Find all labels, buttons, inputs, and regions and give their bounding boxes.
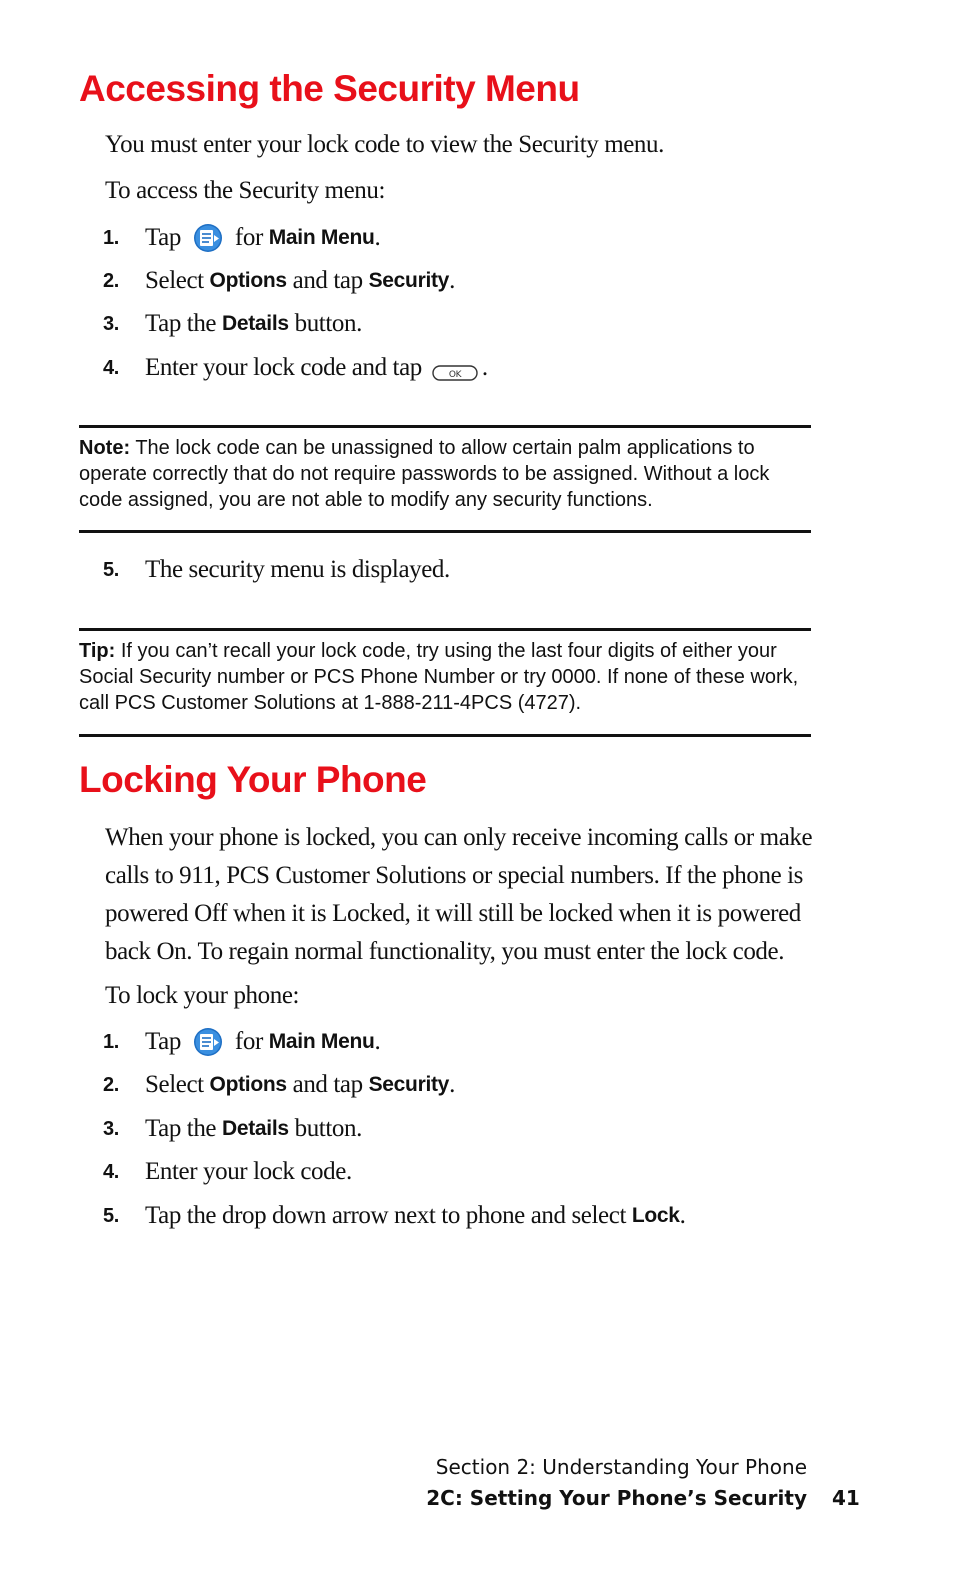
- step-text: and tap: [292, 267, 363, 294]
- step-text: for: [234, 1028, 263, 1055]
- step-punct: .: [449, 1071, 455, 1098]
- step-number: 2.: [103, 1073, 119, 1096]
- step-number: 1.: [103, 226, 119, 249]
- main-menu-icon: [193, 1027, 225, 1057]
- step-punct: .: [374, 1028, 381, 1055]
- step-number: 1.: [103, 1030, 119, 1053]
- divider: [79, 628, 811, 631]
- step-item: [103, 1113, 362, 1145]
- step-text: button.: [294, 310, 362, 337]
- ok-button-icon: [432, 360, 478, 380]
- step-number: 5.: [103, 558, 119, 581]
- intro-text: You must enter your lock code to view the Security menu.: [105, 131, 664, 158]
- note-text: The lock code can be unassigned to allow certain palm applications to operate correctly that do not require passwords to be assigned. Without a lock code assigned, you are not able to modify any security functions.: [79, 437, 770, 511]
- tip-label: Tip:: [79, 640, 116, 662]
- step-text: Tap the: [145, 310, 217, 337]
- step-number: 3.: [103, 312, 119, 335]
- section-heading-locking: Locking Your Phone: [79, 759, 427, 800]
- menu-label: Main Menu: [268, 1030, 375, 1053]
- step-item: [103, 265, 455, 297]
- step-text: The security menu is displayed.: [145, 556, 450, 583]
- section-heading-security: Accessing the Security Menu: [79, 68, 580, 109]
- menu-label: Options: [209, 269, 287, 292]
- step-text: Enter your lock code and tap: [145, 354, 422, 381]
- menu-label: Lock: [631, 1204, 680, 1227]
- step-text: and tap: [292, 1071, 363, 1098]
- divider: [79, 425, 811, 428]
- menu-label: Main Menu: [268, 226, 375, 249]
- step-item: [103, 1200, 686, 1232]
- lead-in-text: To lock your phone:: [105, 982, 300, 1009]
- step-number: 4.: [103, 356, 119, 379]
- divider: [79, 530, 811, 533]
- step-punct: .: [449, 267, 455, 294]
- tip-text: If you can’t recall your lock code, try using the last four digits of either your Social Security number or PCS Phone Number or try 0000. If none of these work, call PCS Customer Solutions at 1-888-211-4PCS (4727).: [79, 640, 799, 714]
- step-number: 5.: [103, 1204, 119, 1227]
- tip-box: [79, 638, 811, 716]
- menu-label: Details: [221, 312, 289, 335]
- note-label: Note:: [79, 437, 131, 459]
- step-text: Select: [145, 1071, 204, 1098]
- step-item: [103, 308, 362, 340]
- note-box: [79, 435, 811, 513]
- body-text: When your phone is locked, you can only receive incoming calls or make calls to 911, PCS Customer Solutions or special numbers. If the phone is powered Off when it is Locked, it will still be locked when it is powered back On. To regain normal functionality, you must enter the lock code.: [105, 824, 813, 965]
- step-text: button.: [294, 1115, 362, 1142]
- step-text: Select: [145, 267, 204, 294]
- step-item: [103, 352, 488, 384]
- step-text: for: [234, 224, 263, 251]
- svg-text:OK: OK: [448, 370, 461, 380]
- step-item: [103, 1026, 380, 1058]
- menu-label: Security: [368, 269, 450, 292]
- step-item: [103, 1156, 352, 1188]
- step-item: [103, 222, 380, 254]
- footer-chapter-title: 2C: Setting Your Phone’s Security: [426, 1486, 807, 1510]
- step-punct: .: [374, 224, 381, 251]
- step-text: Tap the: [145, 1115, 217, 1142]
- footer-section-title: Section 2: Understanding Your Phone: [435, 1455, 807, 1479]
- main-menu-icon: [193, 223, 225, 253]
- step-text: Tap the drop down arrow next to phone and select: [145, 1202, 626, 1229]
- step-text: Enter your lock code.: [145, 1158, 352, 1185]
- step-text: Tap: [145, 224, 181, 251]
- step-number: 2.: [103, 269, 119, 292]
- menu-label: Options: [209, 1073, 287, 1096]
- step-punct: .: [481, 354, 488, 381]
- menu-label: Security: [368, 1073, 450, 1096]
- step-punct: .: [679, 1202, 686, 1229]
- divider: [79, 734, 811, 737]
- step-text: Tap: [145, 1028, 181, 1055]
- step-number: 4.: [103, 1160, 119, 1183]
- menu-label: Details: [221, 1117, 289, 1140]
- page-number: 41: [832, 1486, 860, 1510]
- step-item: [103, 1069, 455, 1101]
- lead-in-text: To access the Security menu:: [105, 177, 386, 204]
- step-number: 3.: [103, 1117, 119, 1140]
- step-item: [103, 554, 450, 586]
